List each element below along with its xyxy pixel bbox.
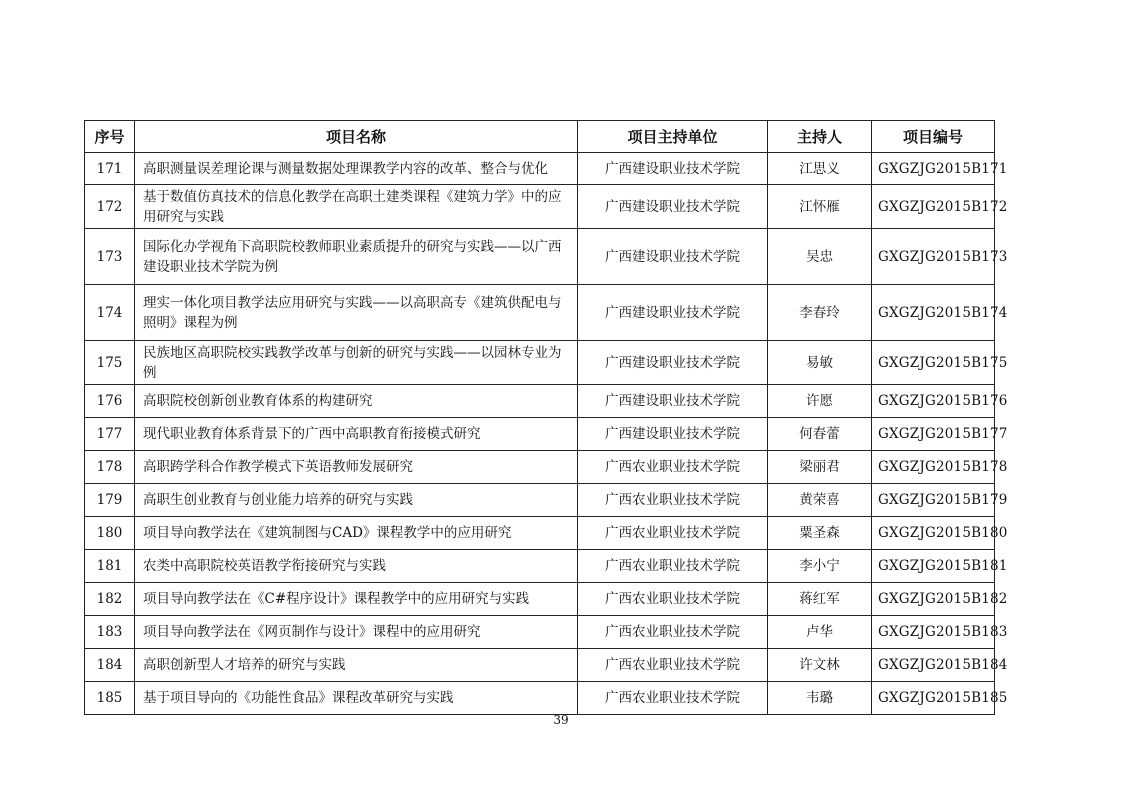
table-row bbox=[85, 583, 995, 616]
table-row bbox=[85, 285, 995, 341]
table-row bbox=[85, 649, 995, 682]
row-host-unit: 广西建设职业技术学院 bbox=[578, 229, 768, 285]
row-host-person: 韦璐 bbox=[768, 682, 872, 715]
row-host-unit: 广西农业职业技术学院 bbox=[578, 484, 768, 517]
row-host-person: 易敏 bbox=[768, 341, 872, 385]
row-project-name: 基于数值仿真技术的信息化教学在高职土建类课程《建筑力学》中的应用研究与实践 bbox=[135, 185, 578, 229]
row-index: 180 bbox=[85, 517, 135, 550]
row-project-name: 高职院校创新创业教育体系的构建研究 bbox=[135, 385, 578, 418]
row-index: 172 bbox=[85, 185, 135, 229]
row-host-unit: 广西建设职业技术学院 bbox=[578, 153, 768, 185]
header-index: 序号 bbox=[85, 121, 135, 153]
row-project-name: 现代职业教育体系背景下的广西中高职教育衔接模式研究 bbox=[135, 418, 578, 451]
row-host-unit: 广西建设职业技术学院 bbox=[578, 185, 768, 229]
row-project-name: 高职生创业教育与创业能力培养的研究与实践 bbox=[135, 484, 578, 517]
row-host-unit: 广西建设职业技术学院 bbox=[578, 418, 768, 451]
row-host-person: 李春玲 bbox=[768, 285, 872, 341]
table-row bbox=[85, 451, 995, 484]
row-host-person: 江思义 bbox=[768, 153, 872, 185]
row-project-code: GXGZJG2015B179 bbox=[872, 484, 995, 517]
row-host-person: 吴忠 bbox=[768, 229, 872, 285]
row-host-unit: 广西建设职业技术学院 bbox=[578, 341, 768, 385]
row-host-unit: 广西农业职业技术学院 bbox=[578, 649, 768, 682]
table-row bbox=[85, 484, 995, 517]
row-host-person: 李小宁 bbox=[768, 550, 872, 583]
row-project-code: GXGZJG2015B178 bbox=[872, 451, 995, 484]
table-row bbox=[85, 229, 995, 285]
row-project-code: GXGZJG2015B180 bbox=[872, 517, 995, 550]
row-project-code: GXGZJG2015B175 bbox=[872, 341, 995, 385]
row-project-name: 项目导向教学法在《建筑制图与CAD》课程教学中的应用研究 bbox=[135, 517, 578, 550]
row-project-name: 高职跨学科合作教学模式下英语教师发展研究 bbox=[135, 451, 578, 484]
row-host-unit: 广西建设职业技术学院 bbox=[578, 285, 768, 341]
row-project-name: 国际化办学视角下高职院校教师职业素质提升的研究与实践——以广西建设职业技术学院为例 bbox=[135, 229, 578, 285]
row-project-code: GXGZJG2015B174 bbox=[872, 285, 995, 341]
row-host-unit: 广西农业职业技术学院 bbox=[578, 550, 768, 583]
row-index: 179 bbox=[85, 484, 135, 517]
table-row bbox=[85, 418, 995, 451]
row-host-person: 粟圣森 bbox=[768, 517, 872, 550]
table-body bbox=[85, 153, 1008, 715]
row-index: 171 bbox=[85, 153, 135, 185]
row-project-name: 民族地区高职院校实践教学改革与创新的研究与实践——以园林专业为例 bbox=[135, 341, 578, 385]
page-number: 39 bbox=[553, 713, 569, 727]
row-project-code: GXGZJG2015B182 bbox=[872, 583, 995, 616]
row-index: 176 bbox=[85, 385, 135, 418]
row-project-code: GXGZJG2015B173 bbox=[872, 229, 995, 285]
row-index: 183 bbox=[85, 616, 135, 649]
header-host-person: 主持人 bbox=[768, 121, 872, 153]
row-project-name: 高职测量误差理论课与测量数据处理课教学内容的改革、整合与优化 bbox=[135, 153, 578, 185]
table-row bbox=[85, 385, 995, 418]
table-row bbox=[85, 517, 995, 550]
table-row bbox=[85, 185, 995, 229]
row-host-unit: 广西农业职业技术学院 bbox=[578, 583, 768, 616]
row-host-person: 蒋红军 bbox=[768, 583, 872, 616]
row-project-code: GXGZJG2015B171 bbox=[872, 153, 995, 185]
row-project-code: GXGZJG2015B183 bbox=[872, 616, 995, 649]
row-index: 177 bbox=[85, 418, 135, 451]
row-project-name: 项目导向教学法在《网页制作与设计》课程中的应用研究 bbox=[135, 616, 578, 649]
row-host-person: 黄荣喜 bbox=[768, 484, 872, 517]
header-project-code: 项目编号 bbox=[872, 121, 995, 153]
row-project-name: 基于项目导向的《功能性食品》课程改革研究与实践 bbox=[135, 682, 578, 715]
row-index: 184 bbox=[85, 649, 135, 682]
row-project-code: GXGZJG2015B172 bbox=[872, 185, 995, 229]
row-project-name: 高职创新型人才培养的研究与实践 bbox=[135, 649, 578, 682]
project-table bbox=[84, 120, 1008, 715]
row-host-person: 梁丽君 bbox=[768, 451, 872, 484]
row-project-name: 理实一体化项目教学法应用研究与实践——以高职高专《建筑供配电与照明》课程为例 bbox=[135, 285, 578, 341]
table-row bbox=[85, 682, 995, 715]
row-index: 182 bbox=[85, 583, 135, 616]
table-header-row bbox=[85, 121, 995, 153]
row-project-name: 农类中高职院校英语教学衔接研究与实践 bbox=[135, 550, 578, 583]
header-host-unit: 项目主持单位 bbox=[578, 121, 768, 153]
row-host-unit: 广西农业职业技术学院 bbox=[578, 682, 768, 715]
row-index: 185 bbox=[85, 682, 135, 715]
row-index: 173 bbox=[85, 229, 135, 285]
row-host-person: 许愿 bbox=[768, 385, 872, 418]
row-host-person: 许文林 bbox=[768, 649, 872, 682]
header-project-name: 项目名称 bbox=[135, 121, 578, 153]
row-host-person: 卢华 bbox=[768, 616, 872, 649]
row-host-person: 何春蕾 bbox=[768, 418, 872, 451]
row-project-code: GXGZJG2015B176 bbox=[872, 385, 995, 418]
row-host-unit: 广西农业职业技术学院 bbox=[578, 451, 768, 484]
row-host-person: 江怀雁 bbox=[768, 185, 872, 229]
table-row bbox=[85, 341, 995, 385]
table-row bbox=[85, 153, 995, 185]
row-index: 175 bbox=[85, 341, 135, 385]
row-host-unit: 广西农业职业技术学院 bbox=[578, 616, 768, 649]
row-project-name: 项目导向教学法在《C#程序设计》课程教学中的应用研究与实践 bbox=[135, 583, 578, 616]
row-index: 174 bbox=[85, 285, 135, 341]
row-index: 181 bbox=[85, 550, 135, 583]
row-index: 178 bbox=[85, 451, 135, 484]
row-project-code: GXGZJG2015B184 bbox=[872, 649, 995, 682]
row-host-unit: 广西建设职业技术学院 bbox=[578, 385, 768, 418]
table-row bbox=[85, 550, 995, 583]
row-project-code: GXGZJG2015B185 bbox=[872, 682, 995, 715]
row-project-code: GXGZJG2015B177 bbox=[872, 418, 995, 451]
row-project-code: GXGZJG2015B181 bbox=[872, 550, 995, 583]
table-row bbox=[85, 616, 995, 649]
row-host-unit: 广西农业职业技术学院 bbox=[578, 517, 768, 550]
